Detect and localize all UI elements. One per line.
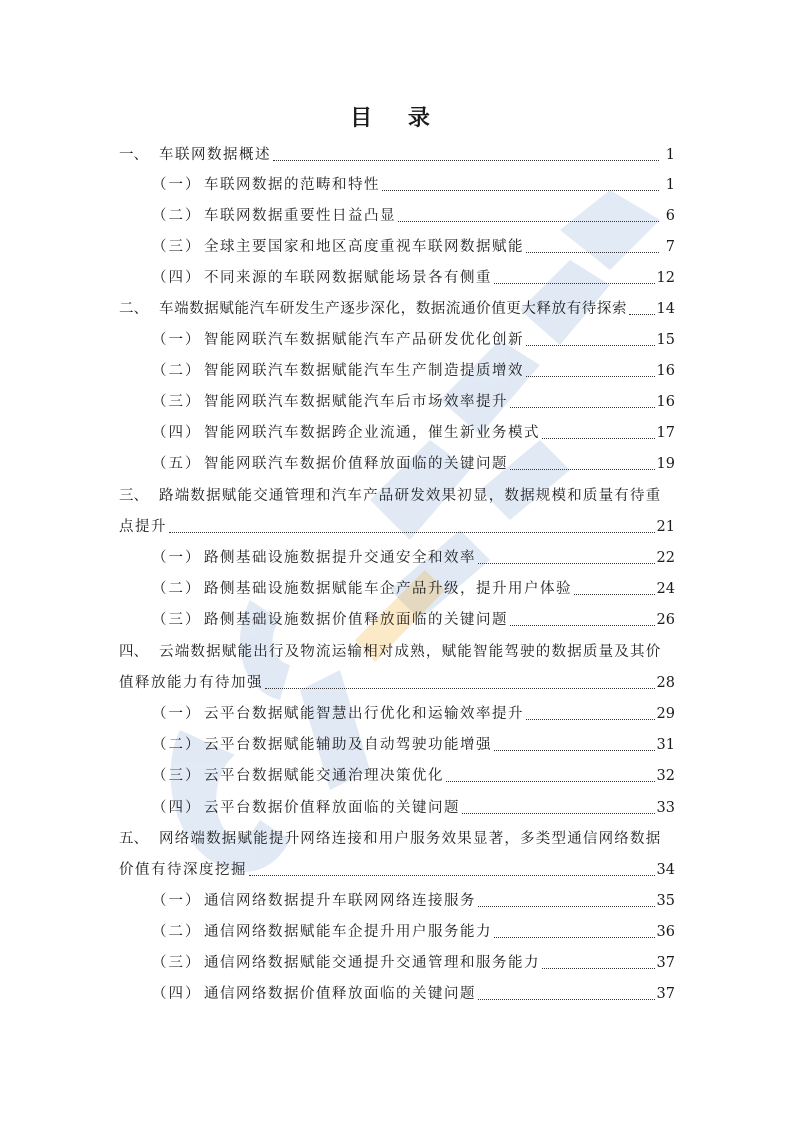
toc-entry-title: 云端数据赋能出行及物流运输相对成熟，赋能智能驾驶的数据质量及其价 [159,644,662,660]
toc-entry[interactable] [152,235,675,259]
dot-leader [494,283,655,284]
toc-entry[interactable] [119,640,675,664]
page-number: 1 [665,147,675,163]
toc-entry-number: 三、 [119,488,148,504]
dot-leader [542,438,655,439]
page-number: 31 [656,737,675,753]
page-number: 36 [656,924,675,940]
toc-entry-number: （二） [152,363,202,379]
toc-entry-title: 车端数据赋能汽车研发生产逐步深化，数据流通价值更大释放有待探索 [159,301,628,317]
toc-entry[interactable] [119,827,675,851]
toc-entry[interactable] [119,484,675,508]
toc-entry-title: 智能网联汽车数据价值释放面临的关键问题 [204,456,508,472]
toc-entry-title: 智能网联汽车数据赋能汽车生产制造提质增效 [204,363,524,379]
dot-leader [494,937,655,938]
toc-entry-title: 路侧基础设施数据赋能车企产品升级，提升用户体验 [204,581,572,597]
toc-entry-continuation[interactable] [119,515,675,539]
dot-leader [542,968,655,969]
page-number: 34 [656,862,675,878]
toc-entry-title: 通信网络数据赋能交通提升交通管理和服务能力 [204,955,540,971]
toc-entry-continuation[interactable] [119,671,675,695]
page-number: 1 [665,177,675,193]
toc-entry[interactable] [152,702,675,726]
toc-title: 目 录 [350,106,444,131]
dot-leader [462,813,655,814]
toc-entry-number: 二、 [119,301,148,317]
dot-leader [494,750,655,751]
toc-entry-number: （一） [152,550,202,566]
toc-entry[interactable] [152,764,675,788]
toc-entry-number: （三） [152,612,202,628]
toc-entry[interactable] [152,608,675,632]
dot-leader [526,376,655,377]
dot-leader [526,345,655,346]
toc-entry-number: （一） [152,706,202,722]
page-number: 28 [656,675,675,691]
page-number: 6 [665,208,675,224]
toc-entry[interactable] [152,577,675,601]
toc-entry-title-cont: 点提升 [119,519,167,535]
toc-entry[interactable] [152,889,675,913]
toc-entry-number: （一） [152,177,202,193]
toc-entry-number: （四） [152,270,202,286]
toc-entry-number: 五、 [119,831,148,847]
toc-entry-number: （五） [152,456,202,472]
toc-entry-title: 网络端数据赋能提升网络连接和用户服务效果显著，多类型通信网络数据 [159,831,662,847]
page-number: 12 [656,270,675,286]
toc-entry[interactable] [152,421,675,445]
toc-entry-number: （二） [152,581,202,597]
toc-entry-title: 路端数据赋能交通管理和汽车产品研发效果初显，数据规模和质量有待重 [159,488,662,504]
page-number: 15 [656,332,675,348]
dot-leader [265,688,655,689]
toc-entry-title: 云平台数据赋能交通治理决策优化 [204,768,444,784]
toc-entry-number: （三） [152,768,202,784]
toc-entry-number: （一） [152,332,202,348]
toc-entry-number: （三） [152,955,202,971]
toc-entry-number: （一） [152,893,202,909]
page-number: 16 [656,363,675,379]
toc-entry-title: 全球主要国家和地区高度重视车联网数据赋能 [204,239,524,255]
dot-leader [382,190,659,191]
toc-entry[interactable] [152,951,675,975]
toc-entry[interactable] [152,266,675,290]
toc-entry-number: （四） [152,800,202,816]
page-number: 26 [656,612,675,628]
toc-entry-number: （二） [152,924,202,940]
dot-leader [169,532,655,533]
dot-leader [478,906,655,907]
toc-entry[interactable] [119,297,675,321]
dot-leader [574,594,655,595]
toc-entry-number: （三） [152,239,202,255]
toc-entry-number: （三） [152,394,202,410]
toc-entry-number: 一、 [119,147,148,163]
toc-entry[interactable] [119,143,675,167]
toc-entry-title: 智能网联汽车数据赋能汽车产品研发优化创新 [204,332,524,348]
toc-entry-title: 智能网联汽车数据跨企业流通，催生新业务模式 [204,425,540,441]
toc-entry-title: 不同来源的车联网数据赋能场景各有侧重 [204,270,492,286]
dot-leader [510,407,655,408]
page-number: 7 [665,239,675,255]
dot-leader [446,781,655,782]
toc-entry-title: 云平台数据赋能辅助及自动驾驶功能增强 [204,737,492,753]
dot-leader [510,469,655,470]
toc-entry[interactable] [152,796,675,820]
dot-leader [526,252,659,253]
page-number: 21 [656,519,675,535]
toc-entry[interactable] [152,920,675,944]
toc-entry[interactable] [152,359,675,383]
toc-entry-title: 车联网数据的范畴和特性 [204,177,380,193]
dot-leader [273,160,659,161]
toc-entry-number: （二） [152,208,202,224]
page-number: 33 [656,800,675,816]
toc-entry-title: 云平台数据价值释放面临的关键问题 [204,800,460,816]
toc-entry[interactable] [152,982,675,1006]
dot-leader [249,875,655,876]
toc-entry-title-cont: 值释放能力有待加强 [119,675,263,691]
toc-entry[interactable] [152,546,675,570]
toc-entry-title: 通信网络数据赋能车企提升用户服务能力 [204,924,492,940]
toc-entry-title: 车联网数据重要性日益凸显 [204,208,396,224]
page-number: 14 [656,301,675,317]
dot-leader [478,563,655,564]
toc-entry[interactable] [152,452,675,476]
page-number: 24 [656,581,675,597]
toc-entry-title: 通信网络数据价值释放面临的关键问题 [204,986,476,1002]
dot-leader [526,719,655,720]
dot-leader [398,221,659,222]
toc-entry-title: 车联网数据概述 [159,147,271,163]
toc-entry[interactable] [152,204,675,228]
toc-entry-title: 通信网络数据提升车联网网络连接服务 [204,893,476,909]
page-number: 22 [656,550,675,566]
page-number: 37 [656,955,675,971]
page-number: 19 [656,456,675,472]
page-number: 29 [656,706,675,722]
page-number: 37 [656,986,675,1002]
dot-leader [629,314,654,315]
toc-entry-number: （四） [152,425,202,441]
toc-entry-title: 路侧基础设施数据提升交通安全和效率 [204,550,476,566]
toc-entry-number: （二） [152,737,202,753]
toc-entry-title: 云平台数据赋能智慧出行优化和运输效率提升 [204,706,524,722]
page-number: 16 [656,394,675,410]
toc-entry[interactable] [152,390,675,414]
toc-entry[interactable] [152,328,675,352]
toc-entry-title: 路侧基础设施数据价值释放面临的关键问题 [204,612,508,628]
toc-entry-title: 智能网联汽车数据赋能汽车后市场效率提升 [204,394,508,410]
page-number: 35 [656,893,675,909]
toc-entry[interactable] [152,733,675,757]
toc-entry-number: （四） [152,986,202,1002]
dot-leader [478,999,655,1000]
toc-entry-title-cont: 价值有待深度挖掘 [119,862,247,878]
toc-entry[interactable] [152,173,675,197]
toc-entry-number: 四、 [119,644,148,660]
toc-entry-continuation[interactable] [119,858,675,882]
page-number: 17 [656,425,675,441]
dot-leader [510,625,655,626]
page-number: 32 [656,768,675,784]
